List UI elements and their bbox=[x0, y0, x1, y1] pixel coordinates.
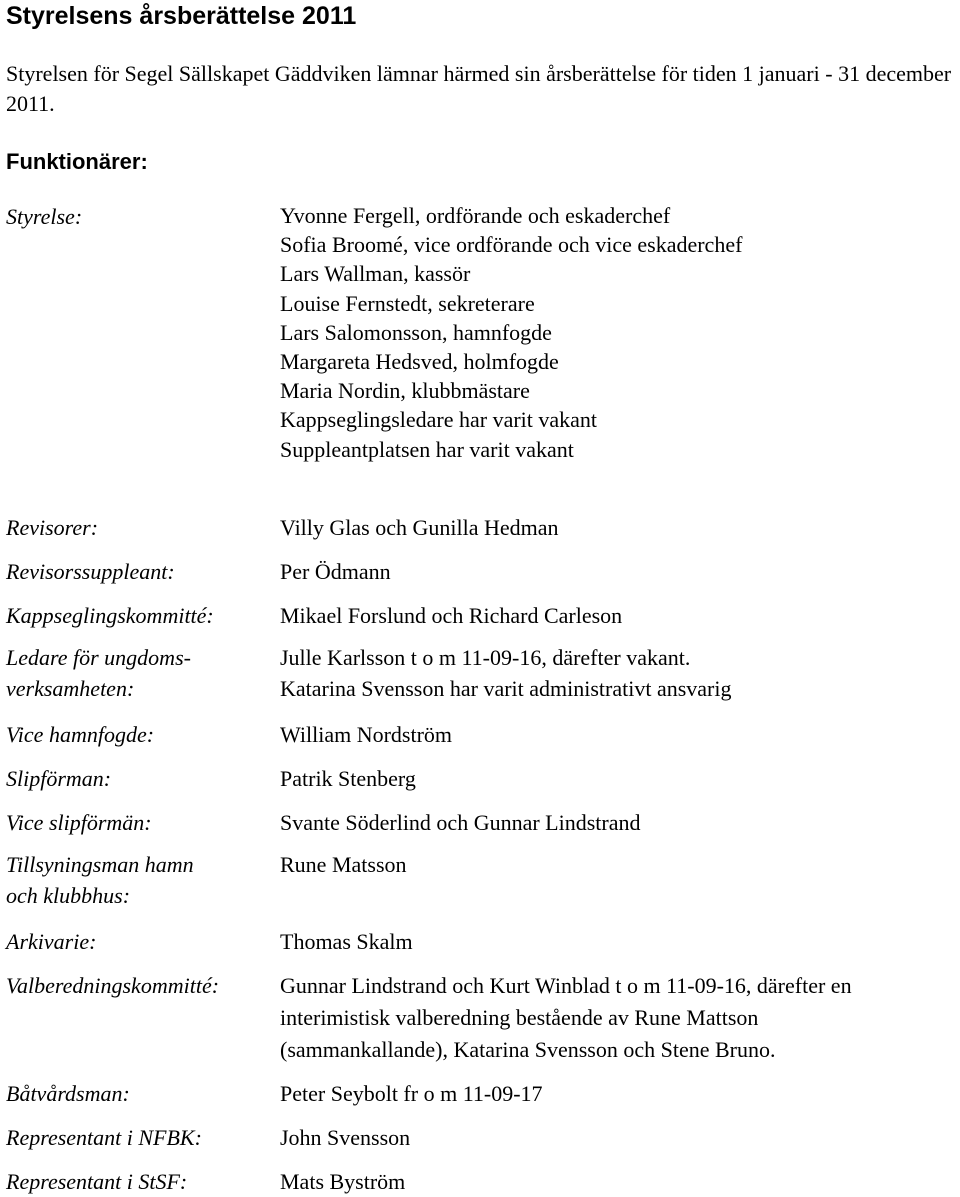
ledare-value-line1: Julle Karlsson t o m 11-09-16, därefter vakant. bbox=[280, 645, 691, 670]
vice-hamnfogde-value: William Nordström bbox=[280, 722, 453, 747]
styrelse-member: Yvonne Fergell, ordförande och eskaderchef bbox=[280, 203, 671, 228]
styrelse-label: Styrelse: bbox=[6, 204, 83, 229]
revisorssuppleant-label: Revisorssuppleant: bbox=[6, 559, 175, 584]
styrelse-members-list bbox=[280, 201, 742, 464]
styrelse-member: Lars Salomonsson, hamnfogde bbox=[280, 319, 552, 345]
vice-slipforman-label: Vice slipförmän: bbox=[6, 810, 152, 835]
revisorssuppleant-value: Per Ödmann bbox=[280, 559, 391, 584]
styrelse-member: Kappseglingsledare har varit vakant bbox=[280, 407, 598, 433]
document-title: Styrelsens årsberättelse 2011 bbox=[6, 2, 357, 30]
tillsyningsman-value: Rune Matsson bbox=[280, 852, 407, 877]
slipforman-value: Patrik Stenberg bbox=[280, 766, 416, 791]
valberedning-values bbox=[280, 970, 956, 1066]
revisorer-label: Revisorer: bbox=[6, 515, 99, 540]
valberedning-value-line: (sammankallande), Katarina Svensson och Stene Bruno. bbox=[280, 1037, 776, 1062]
valberedning-label: Valberedningskommitté: bbox=[6, 973, 220, 998]
ledare-values bbox=[280, 642, 732, 704]
nfbk-label: Representant i NFBK: bbox=[6, 1125, 202, 1150]
arkivarie-value: Thomas Skalm bbox=[280, 929, 413, 954]
nfbk-value: John Svensson bbox=[280, 1125, 411, 1150]
styrelse-member: Maria Nordin, klubbmästare bbox=[280, 378, 530, 404]
stsf-label: Representant i StSF: bbox=[6, 1169, 188, 1194]
kappseglingskommitte-label: Kappseglingskommitté: bbox=[6, 603, 214, 628]
styrelse-member: Sofia Broomé, vice ordförande och vice eskaderchef bbox=[280, 232, 743, 258]
arkivarie-label: Arkivarie: bbox=[6, 929, 97, 954]
batvardsman-label: Båtvårdsman: bbox=[6, 1081, 130, 1106]
stsf-value: Mats Byström bbox=[280, 1169, 406, 1194]
intro-paragraph: Styrelsen för Segel Sällskapet Gäddviken lämnar härmed sin årsberättelse för tiden 1 januari - 31 december 2011. bbox=[6, 61, 952, 116]
revisorer-value: Villy Glas och Gunilla Hedman bbox=[280, 515, 559, 540]
vice-slipforman-value: Svante Söderlind och Gunnar Lindstrand bbox=[280, 810, 641, 835]
ledare-label-line2: verksamheten: bbox=[6, 676, 135, 701]
batvardsman-value: Peter Seybolt fr o m 11-09-17 bbox=[280, 1081, 543, 1106]
tillsyningsman-label-line1: Tillsyningsman hamn bbox=[6, 852, 194, 877]
styrelse-member: Suppleantplatsen har varit vakant bbox=[280, 436, 574, 462]
ledare-label-line1: Ledare för ungdoms- bbox=[6, 645, 191, 670]
vice-hamnfogde-label: Vice hamnfogde: bbox=[6, 722, 155, 747]
valberedning-value-line: Gunnar Lindstrand och Kurt Winblad t o m 11-09-16, därefter en bbox=[280, 973, 852, 998]
valberedning-value-line: interimistisk valberedning bestående av Rune Mattson bbox=[280, 1005, 759, 1030]
styrelse-member: Louise Fernstedt, sekreterare bbox=[280, 290, 535, 316]
kappseglingskommitte-value: Mikael Forslund och Richard Carleson bbox=[280, 603, 623, 628]
section-heading: Funktionärer: bbox=[6, 149, 148, 174]
ledare-value-line2: Katarina Svensson har varit administrativt ansvarig bbox=[280, 676, 732, 701]
slipforman-label: Slipförman: bbox=[6, 766, 112, 791]
styrelse-member: Lars Wallman, kassör bbox=[280, 261, 471, 287]
tillsyningsman-label-line2: och klubbhus: bbox=[6, 883, 131, 908]
styrelse-member: Margareta Hedsved, holmfogde bbox=[280, 349, 559, 375]
